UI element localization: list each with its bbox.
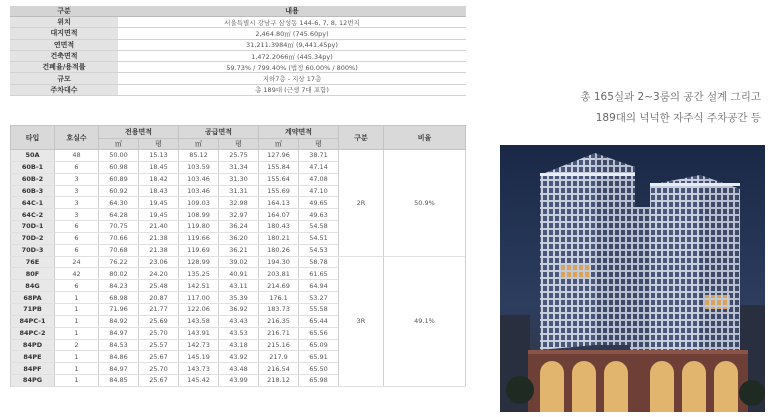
unit-value-cell: 19.45 [139, 197, 179, 209]
unit-type-cell: 80F [11, 268, 55, 280]
unit-value-cell: 215.16 [259, 339, 299, 351]
unit-value-cell: 76.22 [99, 256, 139, 268]
unit-value-cell: 3 [55, 197, 99, 209]
group-ratio-cell: 49.1% [384, 256, 466, 386]
summary-header-row [10, 6, 466, 17]
subheader-sqm: ㎡ [259, 139, 299, 150]
unit-value-cell: 36.92 [219, 303, 259, 315]
unit-value-cell: 70.75 [99, 221, 139, 233]
summary-row [10, 50, 466, 61]
summary-header-label: 구분 [10, 6, 118, 17]
unit-type-table [10, 125, 466, 387]
unit-value-cell: 58.78 [299, 256, 339, 268]
unit-value-cell: 54.51 [299, 232, 339, 244]
unit-value-cell: 183.73 [259, 303, 299, 315]
subheader-py: 평 [219, 139, 259, 150]
summary-row-value: 1,472.2066㎡ (445.34py) [118, 50, 466, 61]
unit-value-cell: 21.38 [139, 232, 179, 244]
unit-value-cell: 68.98 [99, 292, 139, 304]
summary-row-value: 59.73% / 799.40% (법정 60.00% / 800%) [118, 62, 466, 73]
unit-value-cell: 25.75 [219, 150, 259, 162]
unit-value-cell: 1 [55, 351, 99, 363]
unit-value-cell: 35.39 [219, 292, 259, 304]
unit-value-cell: 217.9 [259, 351, 299, 363]
unit-value-cell: 119.69 [179, 244, 219, 256]
unit-value-cell: 180.43 [259, 221, 299, 233]
summary-row [10, 39, 466, 50]
unit-row [11, 256, 466, 268]
header-contract-area: 계약면적 [259, 126, 339, 139]
unit-type-cell: 70D-3 [11, 244, 55, 256]
unit-value-cell: 61.65 [299, 268, 339, 280]
caption-line-2: 189대의 넉넉한 자주식 주차공간 등 [595, 112, 761, 124]
group-category-cell: 3R [339, 256, 384, 386]
unit-value-cell: 43.43 [219, 315, 259, 327]
unit-value-cell: 24.20 [139, 268, 179, 280]
header-exclusive-area: 전용면적 [99, 126, 179, 139]
summary-row-value: 31,211.3984㎡ (9,441.45py) [118, 39, 466, 50]
unit-value-cell: 103.46 [179, 173, 219, 185]
subheader-py: 평 [299, 139, 339, 150]
header-ratio: 비율 [384, 126, 466, 150]
unit-value-cell: 18.43 [139, 185, 179, 197]
unit-value-cell: 36.20 [219, 232, 259, 244]
summary-row [10, 17, 466, 28]
summary-row [10, 28, 466, 39]
unit-row [11, 150, 466, 162]
unit-type-cell: 84PG [11, 375, 55, 387]
unit-type-cell: 70D-1 [11, 221, 55, 233]
unit-value-cell: 42 [55, 268, 99, 280]
unit-value-cell: 3 [55, 173, 99, 185]
unit-value-cell: 36.21 [219, 244, 259, 256]
unit-type-cell: 84PC-2 [11, 327, 55, 339]
unit-value-cell: 31.34 [219, 161, 259, 173]
subheader-sqm: ㎡ [99, 139, 139, 150]
unit-value-cell: 84.85 [99, 375, 139, 387]
unit-value-cell: 1 [55, 375, 99, 387]
unit-value-cell: 1 [55, 315, 99, 327]
project-summary-table [10, 6, 466, 96]
unit-value-cell: 65.98 [299, 375, 339, 387]
unit-type-cell: 70D-2 [11, 232, 55, 244]
group-ratio-cell: 50.9% [384, 150, 466, 257]
unit-value-cell: 65.09 [299, 339, 339, 351]
unit-value-cell: 145.42 [179, 375, 219, 387]
unit-value-cell: 20.87 [139, 292, 179, 304]
unit-type-cell: 68PA [11, 292, 55, 304]
unit-value-cell: 155.64 [259, 173, 299, 185]
unit-value-cell: 18.42 [139, 173, 179, 185]
unit-value-cell: 164.07 [259, 209, 299, 221]
summary-row [10, 84, 466, 95]
unit-value-cell: 142.73 [179, 339, 219, 351]
unit-value-cell: 60.98 [99, 161, 139, 173]
summary-row-label: 건축면적 [10, 50, 118, 61]
unit-value-cell: 48 [55, 150, 99, 162]
unit-value-cell: 43.53 [219, 327, 259, 339]
unit-value-cell: 143.91 [179, 327, 219, 339]
unit-value-cell: 1 [55, 292, 99, 304]
unit-value-cell: 19.45 [139, 209, 179, 221]
unit-value-cell: 55.58 [299, 303, 339, 315]
unit-value-cell: 43.92 [219, 351, 259, 363]
unit-value-cell: 43.99 [219, 375, 259, 387]
unit-value-cell: 43.18 [219, 339, 259, 351]
unit-value-cell: 71.96 [99, 303, 139, 315]
unit-value-cell: 70.68 [99, 244, 139, 256]
unit-value-cell: 6 [55, 221, 99, 233]
unit-type-cell: 60B-1 [11, 161, 55, 173]
unit-value-cell: 218.12 [259, 375, 299, 387]
summary-row [10, 62, 466, 73]
unit-type-cell: 60B-3 [11, 185, 55, 197]
summary-row-label: 연면적 [10, 39, 118, 50]
unit-value-cell: 24 [55, 256, 99, 268]
summary-header-value: 내용 [118, 6, 466, 17]
summary-row-value: 서울특별시 강남구 삼성동 144-6, 7, 8, 12번지 [118, 17, 466, 28]
unit-value-cell: 31.30 [219, 173, 259, 185]
subheader-sqm: ㎡ [179, 139, 219, 150]
unit-value-cell: 21.77 [139, 303, 179, 315]
unit-value-cell: 135.25 [179, 268, 219, 280]
unit-value-cell: 65.56 [299, 327, 339, 339]
unit-value-cell: 47.08 [299, 173, 339, 185]
unit-type-cell: 64C-2 [11, 209, 55, 221]
unit-value-cell: 84.97 [99, 327, 139, 339]
unit-value-cell: 85.12 [179, 150, 219, 162]
unit-value-cell: 47.14 [299, 161, 339, 173]
unit-value-cell: 39.02 [219, 256, 259, 268]
unit-value-cell: 155.84 [259, 161, 299, 173]
summary-row-label: 규모 [10, 73, 118, 84]
unit-value-cell: 64.28 [99, 209, 139, 221]
unit-value-cell: 145.19 [179, 351, 219, 363]
unit-type-cell: 64C-1 [11, 197, 55, 209]
unit-value-cell: 25.57 [139, 339, 179, 351]
unit-value-cell: 32.97 [219, 209, 259, 221]
unit-value-cell: 143.73 [179, 363, 219, 375]
unit-type-cell: 84PF [11, 363, 55, 375]
unit-type-cell: 71PB [11, 303, 55, 315]
unit-value-cell: 60.92 [99, 185, 139, 197]
unit-type-cell: 76E [11, 256, 55, 268]
unit-value-cell: 6 [55, 232, 99, 244]
group-category-cell: 2R [339, 150, 384, 257]
unit-value-cell: 43.48 [219, 363, 259, 375]
unit-value-cell: 180.26 [259, 244, 299, 256]
summary-row-value: 지하7층 - 지상 17층 [118, 73, 466, 84]
unit-value-cell: 65.50 [299, 363, 339, 375]
unit-value-cell: 119.80 [179, 221, 219, 233]
unit-value-cell: 3 [55, 185, 99, 197]
unit-value-cell: 80.02 [99, 268, 139, 280]
unit-value-cell: 25.69 [139, 315, 179, 327]
unit-value-cell: 53.27 [299, 292, 339, 304]
summary-row-value: 2,464.80㎡ (745.60py) [118, 28, 466, 39]
unit-value-cell: 142.51 [179, 280, 219, 292]
summary-row-label: 대지면적 [10, 28, 118, 39]
unit-value-cell: 1 [55, 327, 99, 339]
summary-row-label: 주차대수 [10, 84, 118, 95]
summary-row-value: 총 189대 (근생 7대 포함) [118, 84, 466, 95]
unit-type-cell: 84PE [11, 351, 55, 363]
unit-value-cell: 18.45 [139, 161, 179, 173]
unit-value-cell: 108.99 [179, 209, 219, 221]
unit-value-cell: 216.71 [259, 327, 299, 339]
unit-value-cell: 60.89 [99, 173, 139, 185]
unit-value-cell: 203.81 [259, 268, 299, 280]
unit-value-cell: 54.58 [299, 221, 339, 233]
unit-value-cell: 119.66 [179, 232, 219, 244]
unit-value-cell: 64.30 [99, 197, 139, 209]
unit-value-cell: 65.91 [299, 351, 339, 363]
header-type: 타입 [11, 126, 55, 150]
unit-value-cell: 84.97 [99, 363, 139, 375]
unit-value-cell: 36.24 [219, 221, 259, 233]
unit-value-cell: 2 [55, 339, 99, 351]
unit-value-cell: 31.31 [219, 185, 259, 197]
summary-row-label: 위치 [10, 17, 118, 28]
unit-value-cell: 65.44 [299, 315, 339, 327]
unit-value-cell: 50.00 [99, 150, 139, 162]
unit-type-cell: 60B-2 [11, 173, 55, 185]
unit-value-cell: 84.53 [99, 339, 139, 351]
unit-value-cell: 155.69 [259, 185, 299, 197]
subheader-py: 평 [139, 139, 179, 150]
unit-value-cell: 164.13 [259, 197, 299, 209]
unit-value-cell: 49.63 [299, 209, 339, 221]
unit-value-cell: 15.13 [139, 150, 179, 162]
header-category: 구분 [339, 126, 384, 150]
unit-value-cell: 103.46 [179, 185, 219, 197]
unit-value-cell: 216.54 [259, 363, 299, 375]
unit-value-cell: 49.65 [299, 197, 339, 209]
unit-value-cell: 103.59 [179, 161, 219, 173]
summary-row-label: 건폐율/용적률 [10, 62, 118, 73]
unit-value-cell: 216.35 [259, 315, 299, 327]
unit-type-cell: 50A [11, 150, 55, 162]
caption-line-1: 총 165실과 2~3룸의 공간 설계 그리고 [580, 91, 761, 103]
unit-value-cell: 127.96 [259, 150, 299, 162]
unit-value-cell: 54.53 [299, 244, 339, 256]
unit-value-cell: 32.98 [219, 197, 259, 209]
unit-value-cell: 40.91 [219, 268, 259, 280]
unit-value-cell: 43.11 [219, 280, 259, 292]
unit-value-cell: 214.69 [259, 280, 299, 292]
unit-value-cell: 70.66 [99, 232, 139, 244]
unit-value-cell: 84.92 [99, 315, 139, 327]
unit-value-cell: 25.48 [139, 280, 179, 292]
unit-value-cell: 21.40 [139, 221, 179, 233]
unit-value-cell: 6 [55, 161, 99, 173]
unit-header-row [11, 126, 466, 139]
unit-value-cell: 194.30 [259, 256, 299, 268]
unit-value-cell: 25.70 [139, 327, 179, 339]
unit-value-cell: 3 [55, 209, 99, 221]
unit-type-cell: 84PC-1 [11, 315, 55, 327]
header-supply-area: 공급면적 [179, 126, 259, 139]
unit-value-cell: 180.21 [259, 232, 299, 244]
unit-value-cell: 25.67 [139, 375, 179, 387]
unit-value-cell: 1 [55, 363, 99, 375]
unit-value-cell: 47.10 [299, 185, 339, 197]
unit-value-cell: 109.03 [179, 197, 219, 209]
unit-value-cell: 84.23 [99, 280, 139, 292]
unit-value-cell: 21.38 [139, 244, 179, 256]
unit-value-cell: 38.71 [299, 150, 339, 162]
unit-value-cell: 25.67 [139, 351, 179, 363]
unit-type-cell: 84PD [11, 339, 55, 351]
unit-value-cell: 6 [55, 244, 99, 256]
unit-value-cell: 176.1 [259, 292, 299, 304]
header-count: 호실수 [55, 126, 99, 150]
unit-value-cell: 117.00 [179, 292, 219, 304]
unit-value-cell: 84.86 [99, 351, 139, 363]
unit-value-cell: 1 [55, 303, 99, 315]
building-rendering-image [500, 145, 765, 412]
unit-type-cell: 84G [11, 280, 55, 292]
unit-value-cell: 128.99 [179, 256, 219, 268]
unit-value-cell: 122.06 [179, 303, 219, 315]
unit-value-cell: 143.58 [179, 315, 219, 327]
unit-value-cell: 64.94 [299, 280, 339, 292]
unit-value-cell: 25.70 [139, 363, 179, 375]
unit-value-cell: 6 [55, 280, 99, 292]
unit-value-cell: 23.06 [139, 256, 179, 268]
summary-row [10, 73, 466, 84]
